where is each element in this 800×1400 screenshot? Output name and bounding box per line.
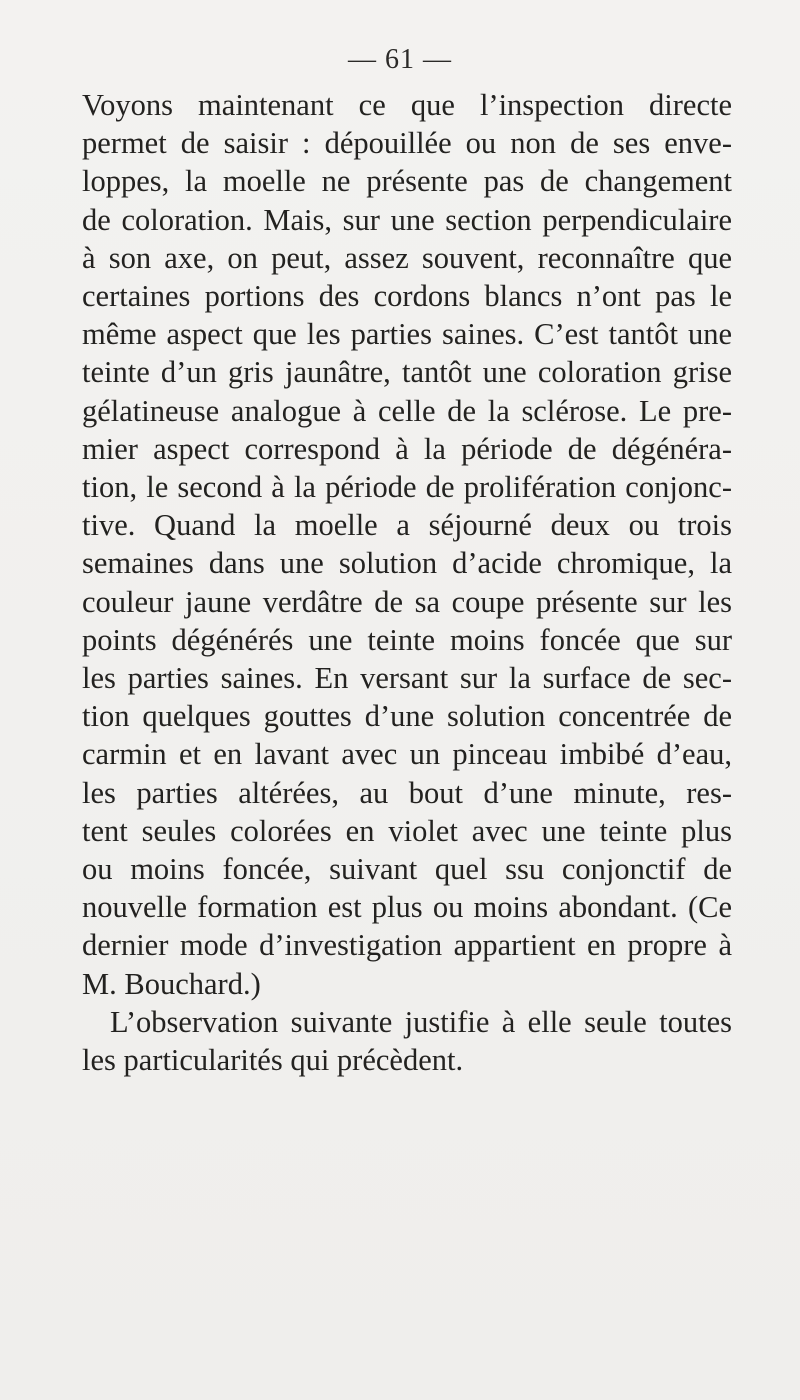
text-line: tion quelques gouttes d’une solution concentrée de xyxy=(82,699,732,734)
text-line: gélatineuse analogue à celle de la sclérose. Le pre- xyxy=(82,393,732,428)
body-text xyxy=(82,86,732,1079)
text-line: M. Bouchard.) xyxy=(82,966,261,1001)
text-line: tion, le second à la période de prolifération conjonc- xyxy=(82,470,732,505)
text-line: même aspect que les parties saines. C’est tantôt une xyxy=(82,317,732,352)
text-line: semaines dans une solution d’acide chromique, la xyxy=(82,546,732,581)
text-line: les particularités qui précèdent. xyxy=(82,1043,464,1078)
text-line: permet de saisir : dépouillée ou non de ses enve- xyxy=(82,126,732,161)
text-line: tive. Quand la moelle a séjourné deux ou trois xyxy=(82,508,732,543)
page-number: — 61 — xyxy=(348,44,452,75)
text-line: Voyons maintenant ce que l’inspection directe xyxy=(82,88,732,122)
text-line: L’observation suivante justifie à elle seule toutes xyxy=(110,1004,732,1039)
text-line: mier aspect correspond à la période de dégénéra- xyxy=(82,431,732,466)
text-line: nouvelle formation est plus ou moins abondant. (Ce xyxy=(82,890,732,925)
text-line: points dégénérés une teinte moins foncée que sur xyxy=(82,622,732,657)
text-line: loppes, la moelle ne présente pas de changement xyxy=(82,164,732,199)
text-line: couleur jaune verdâtre de sa coupe présente sur les xyxy=(82,584,732,619)
text-line: dernier mode d’investigation appartient en propre à xyxy=(82,928,732,963)
text-line: certaines portions des cordons blancs n’ont pas le xyxy=(82,279,732,314)
text-line: les parties saines. En versant sur la surface de sec- xyxy=(82,661,732,696)
text-line: ou moins foncée, suivant quel ssu conjonctif de xyxy=(82,852,732,887)
text-line: carmin et en lavant avec un pinceau imbibé d’eau, xyxy=(82,737,732,772)
text-line: à son axe, on peut, assez souvent, reconnaître que xyxy=(82,240,732,275)
text-line: les parties altérées, au bout d’une minute, res- xyxy=(82,775,732,810)
text-line: de coloration. Mais, sur une section perpendiculaire xyxy=(82,202,732,237)
text-line: teinte d’un gris jaunâtre, tantôt une coloration grise xyxy=(82,355,732,390)
text-line: tent seules colorées en violet avec une teinte plus xyxy=(82,813,732,848)
